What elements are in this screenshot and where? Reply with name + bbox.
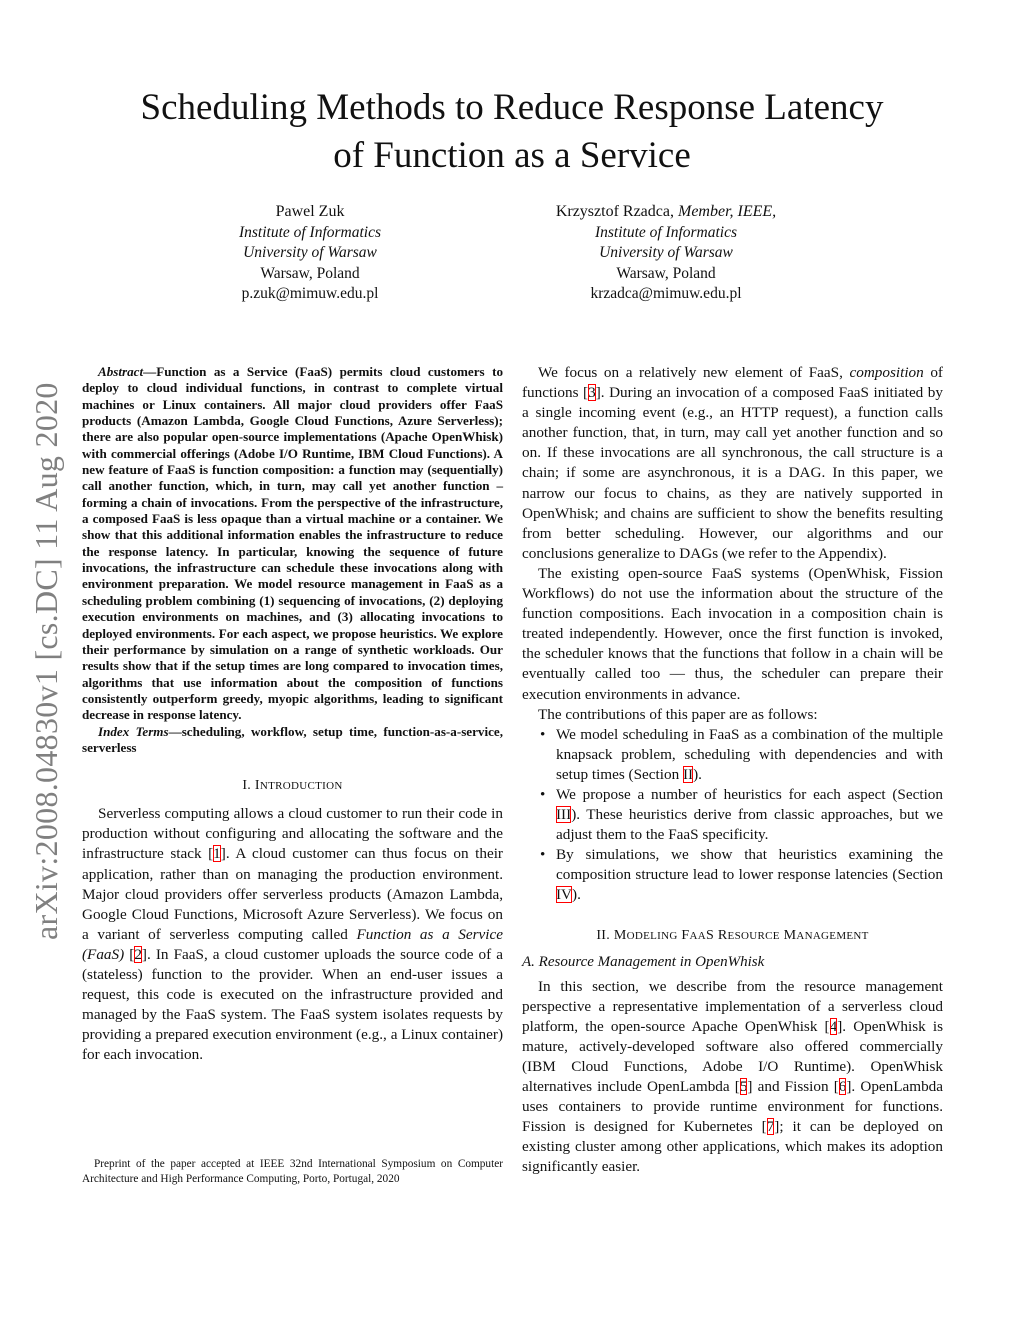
author-city: Warsaw, Poland: [260, 264, 360, 282]
abstract: [82, 364, 503, 724]
composition-paragraph: We focus on a relatively new element of FaaS, composition of functions [3]. During an invocation of a composed FaaS initiated by a single incoming event (e.g., an HTTP request), a function calls another function, that, in turn, may call yet another function and so on. If these invocations are all synchronous, the call structure is a chain; if some are asynchronous, it is a DAG. In this paper, we narrow our focus to chains, as they are natively supported in OpenWhisk; and chains are sufficient to show the benefits resulting from better scheduling. However, our algorithms and our conclusions generalize to DAGs (we refer to the Appendix).: [522, 364, 943, 562]
footnote: Preprint of the paper accepted at IEEE 32nd International Symposium on Computer Architecture and High Performance Computing, Porto, Portugal, 2020: [82, 1158, 503, 1185]
citation-link[interactable]: 7: [766, 1118, 775, 1136]
section-link[interactable]: II: [682, 765, 694, 783]
citation-link[interactable]: 5: [739, 1078, 748, 1095]
author-email: p.zuk@mimuw.edu.pl: [241, 285, 379, 302]
index-terms: [82, 724, 503, 757]
citation-link[interactable]: 2: [134, 945, 142, 963]
openwhisk-paragraph: In this section, we describe from the resource management perspective a representative implementation of a serverless cloud platform, the open-source Apache OpenWhisk [4]. OpenWhisk is mature, actively-developed software also offered commercially (IBM Cloud Functions, Adobe I/O Runtime). OpenWhisk alternatives include OpenLambda [5] and Fission [6]. OpenLambda uses containers to provide runtime environment for functions. Fission is designed for Kubernetes [7]; it can be deployed on existing cluster among other applications, which makes its adoption significantly easier.: [522, 977, 944, 1176]
abstract-label: Abstract: [98, 364, 144, 379]
author-email: krzadca@mimuw.edu.pl: [590, 285, 742, 302]
bullet-icon: •: [540, 846, 546, 864]
intro-paragraph: Serverless computing allows a cloud customer to run their code in production without configuring and allocating the software and the infrastructure stack [1]. A cloud customer can thus focus on their application, rather than on managing the production environment. Major cloud providers offer serverless products (Amazon Lambda, Google Cloud Functions, Microsoft Azure Serverless). We focus on a variant of serverless computing called Function as a Service (FaaS) [2]. In FaaS, a cloud customer uploads the source code of a (stateless) function to the provider. When an end-user issues a request, this code is executed on the infrastructure provided and managed by the FaaS system. The FaaS system isolates requests by providing a prepared execution environment (e.g., a Linux container) for each invocation.: [82, 805, 503, 1064]
contributions-intro: The contributions of this paper are as follows:: [538, 705, 818, 723]
title-line-2: of Function as a Service: [333, 135, 691, 176]
citation-link[interactable]: 4: [829, 1017, 838, 1035]
author-block-2: [516, 202, 816, 305]
paper-title: [60, 84, 964, 180]
bullet-icon: •: [540, 785, 546, 803]
index-terms-text: —scheduling, workflow, setup time, function-as-a-service, serverless: [82, 723, 503, 755]
list-item: • We propose a number of heuristics for each aspect (Section III). These heuristics derive from classic approaches, but we adjust them to the FaaS specificity.: [540, 785, 943, 844]
author-name: Krzysztof Rzadca, Member, IEEE,: [555, 203, 777, 220]
section-link[interactable]: IV: [556, 886, 573, 904]
author-city: Warsaw, Poland: [616, 264, 716, 282]
author-name: Pawel Zuk: [275, 203, 345, 220]
author-affiliation: Institute of Informatics: [594, 223, 738, 241]
contributions-list: [522, 725, 943, 906]
right-column: [522, 363, 943, 1177]
subsection-heading: A. Resource Management in OpenWhisk: [522, 953, 765, 970]
index-terms-label: Index Terms: [98, 723, 169, 739]
author-affiliation: Institute of Informatics: [238, 223, 382, 241]
bullet-icon: •: [540, 725, 546, 743]
author-role: Member, IEEE,: [677, 203, 777, 220]
arxiv-stamp: arXiv:2008.04830v1 [cs.DC] 11 Aug 2020: [28, 382, 64, 940]
section-heading-modeling: II. MODELING FAAS RESOURCE MANAGEMENT: [596, 927, 869, 943]
title-line-1: Scheduling Methods to Reduce Response Latency: [140, 87, 884, 128]
section-link[interactable]: III: [556, 806, 572, 824]
author-block-1: [160, 202, 460, 305]
author-university: University of Warsaw: [243, 244, 377, 261]
citation-link[interactable]: 6: [838, 1078, 847, 1095]
abstract-text: —Function as a Service (FaaS) permits cloud customers to deploy to cloud individual functions, in contrast to complete virtual machines or Linux containers. All major cloud providers offer FaaS products (Amazon Lambda, Google Cloud Functions, Azure Serverless); there are also popular open-source implementations (Apache OpenWhisk) with commercial offerings (Adobe I/O Runtime, IBM Cloud Functions). A new feature of FaaS is function composition: a function may (sequentially) call another function, which, in turn, may call yet another function – forming a chain of invocations. From the perspective of the infrastructure, a composed FaaS is less opaque than a virtual machine or a container. We show that this additional information enables the infrastructure to reduce the response latency. In particular, knowing the sequence of future invocations, the infrastructure can schedule these invocations along with environment preparation. We model resource management in FaaS as a scheduling problem combining (1) sequencing of invocations, (2) deploying execution environments on machines, and (3) allocating invocations to deployed environments. For each aspect, we propose heuristics. We explore their performance by simulation on a range of synthetic workloads. Our results show that if the setup times are long compared to invocation times, algorithms that use information about the composition of functions consistently outperform greedy, myopic algorithms, leading to significant decrease in response latency.: [82, 364, 503, 723]
section-heading-introduction: I. INTRODUCTION: [242, 778, 343, 794]
author-university: University of Warsaw: [599, 244, 733, 261]
left-column: [82, 364, 503, 1065]
existing-systems-paragraph: The existing open-source FaaS systems (OpenWhisk, Fission Workflows) do not use the information about the structure of the function compositions. Each invocation in a composition chain is treated independently. However, once the first function is invoked, the scheduler knows that the functions that follow in a chain will be eventually called too — thus, the scheduler can prepare their execution environments in advance.: [522, 564, 943, 703]
list-item: • We model scheduling in FaaS as a combination of the multiple knapsack problem, scheduling with dependencies and with setup times (Section II).: [540, 725, 943, 783]
list-item: • By simulations, we show that heuristics examining the composition structure lead to lower response latencies (Section IV).: [540, 846, 943, 904]
citation-link[interactable]: 3: [588, 384, 596, 402]
citation-link[interactable]: 1: [213, 845, 221, 863]
